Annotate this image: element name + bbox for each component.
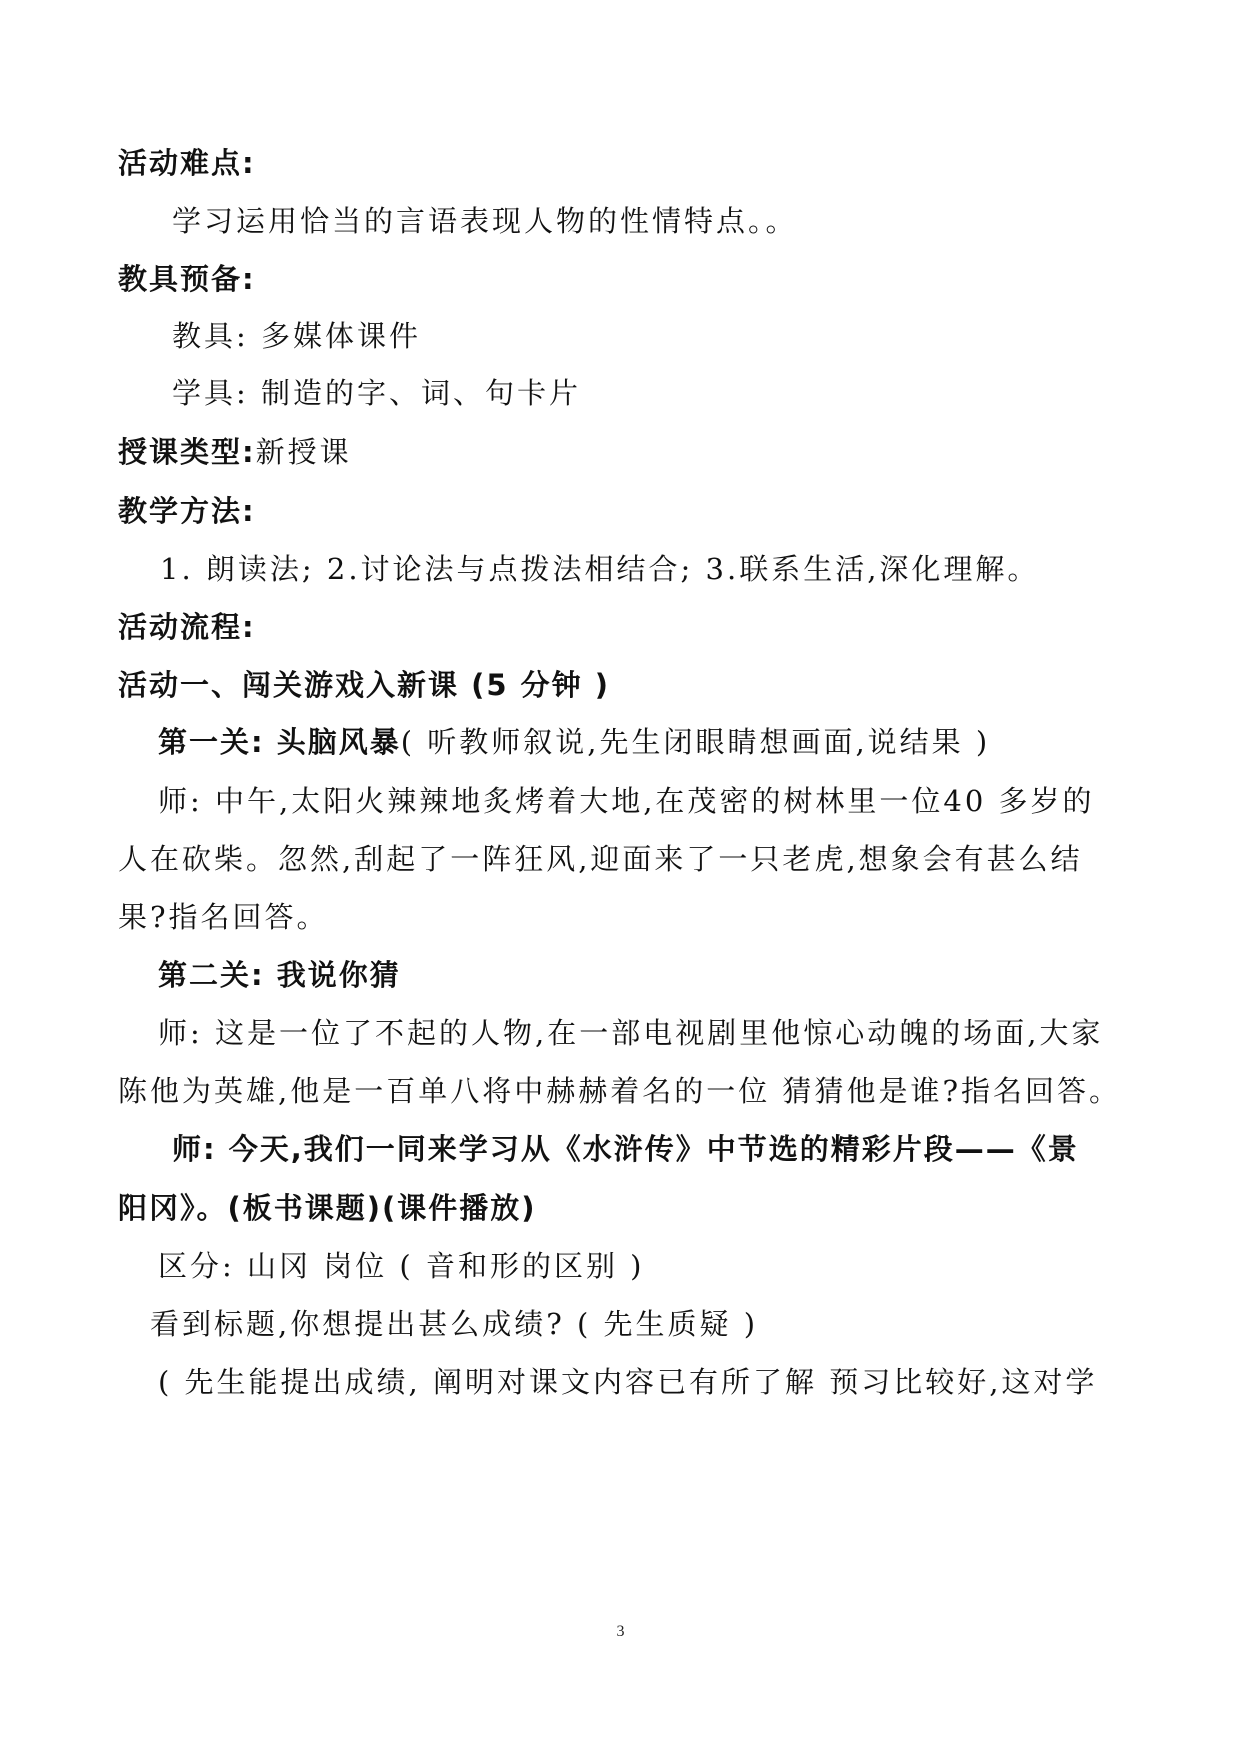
level1-note: ( 听教师叙说,先生闭眼睛想画面,说结果 ) — [400, 725, 991, 759]
level2-title: 第二关: 我说你猜 — [158, 958, 401, 992]
methods-text: 1. 朗读法; 2.讨论法与点拨法相结合; 3.联系生活,深化理解。 — [160, 552, 1040, 586]
methods-heading: 教学方法: — [118, 494, 256, 528]
teacher-intro-line1: 师: 今天,我们一同来学习从《水浒传》中节选的精彩片段——《景 — [172, 1132, 1079, 1166]
type-value: 新授课 — [255, 435, 352, 469]
level1-row — [158, 722, 990, 762]
level1-line3: 果?指名回答。 — [118, 900, 329, 934]
level2-line2: 陈他为英雄,他是一百单八将中赫赫着名的一位 猜猜他是谁?指名回答。 — [118, 1074, 1121, 1108]
page-number: 3 — [616, 1623, 625, 1640]
level1-line2: 人在砍柴。忽然,刮起了一阵狂风,迎面来了一只老虎,想象会有甚么结 — [118, 842, 1083, 876]
activity1-heading: 活动一、闯关游戏入新课 (5 分钟 ) — [118, 668, 610, 702]
tools-student: 学具: 制造的字、词、句卡片 — [172, 376, 581, 410]
level2-line1: 师: 这是一位了不起的人物,在一部电视剧里他惊心动魄的场面,大家 — [158, 1016, 1104, 1050]
explanation-line: ( 先生能提出成绩, 阐明对课文内容已有所了解 预习比较好,这对学 — [158, 1365, 1098, 1399]
teacher-intro-line2: 阳冈》。(板书课题)(课件播放) — [118, 1191, 537, 1225]
level1-line1: 师: 中午,太阳火辣辣地炙烤着大地,在茂密的树林里一位40 多岁的 — [158, 784, 1095, 818]
difficulty-heading: 活动难点: — [118, 146, 256, 180]
level1-title: 第一关: 头脑风暴 — [158, 725, 401, 759]
flow-heading: 活动流程: — [118, 610, 256, 644]
distinguish-line: 区分: 山冈 岗位 ( 音和形的区别 ) — [158, 1249, 645, 1283]
tools-teacher: 教具: 多媒体课件 — [172, 319, 421, 353]
difficulty-text: 学习运用恰当的言语表现人物的性情特点。。 — [172, 204, 798, 238]
tools-heading: 教具预备: — [118, 262, 256, 296]
question-line: 看到标题,你想提出甚么成绩? ( 先生质疑 ) — [150, 1307, 759, 1341]
type-row — [118, 432, 352, 472]
type-heading: 授课类型: — [118, 435, 256, 469]
